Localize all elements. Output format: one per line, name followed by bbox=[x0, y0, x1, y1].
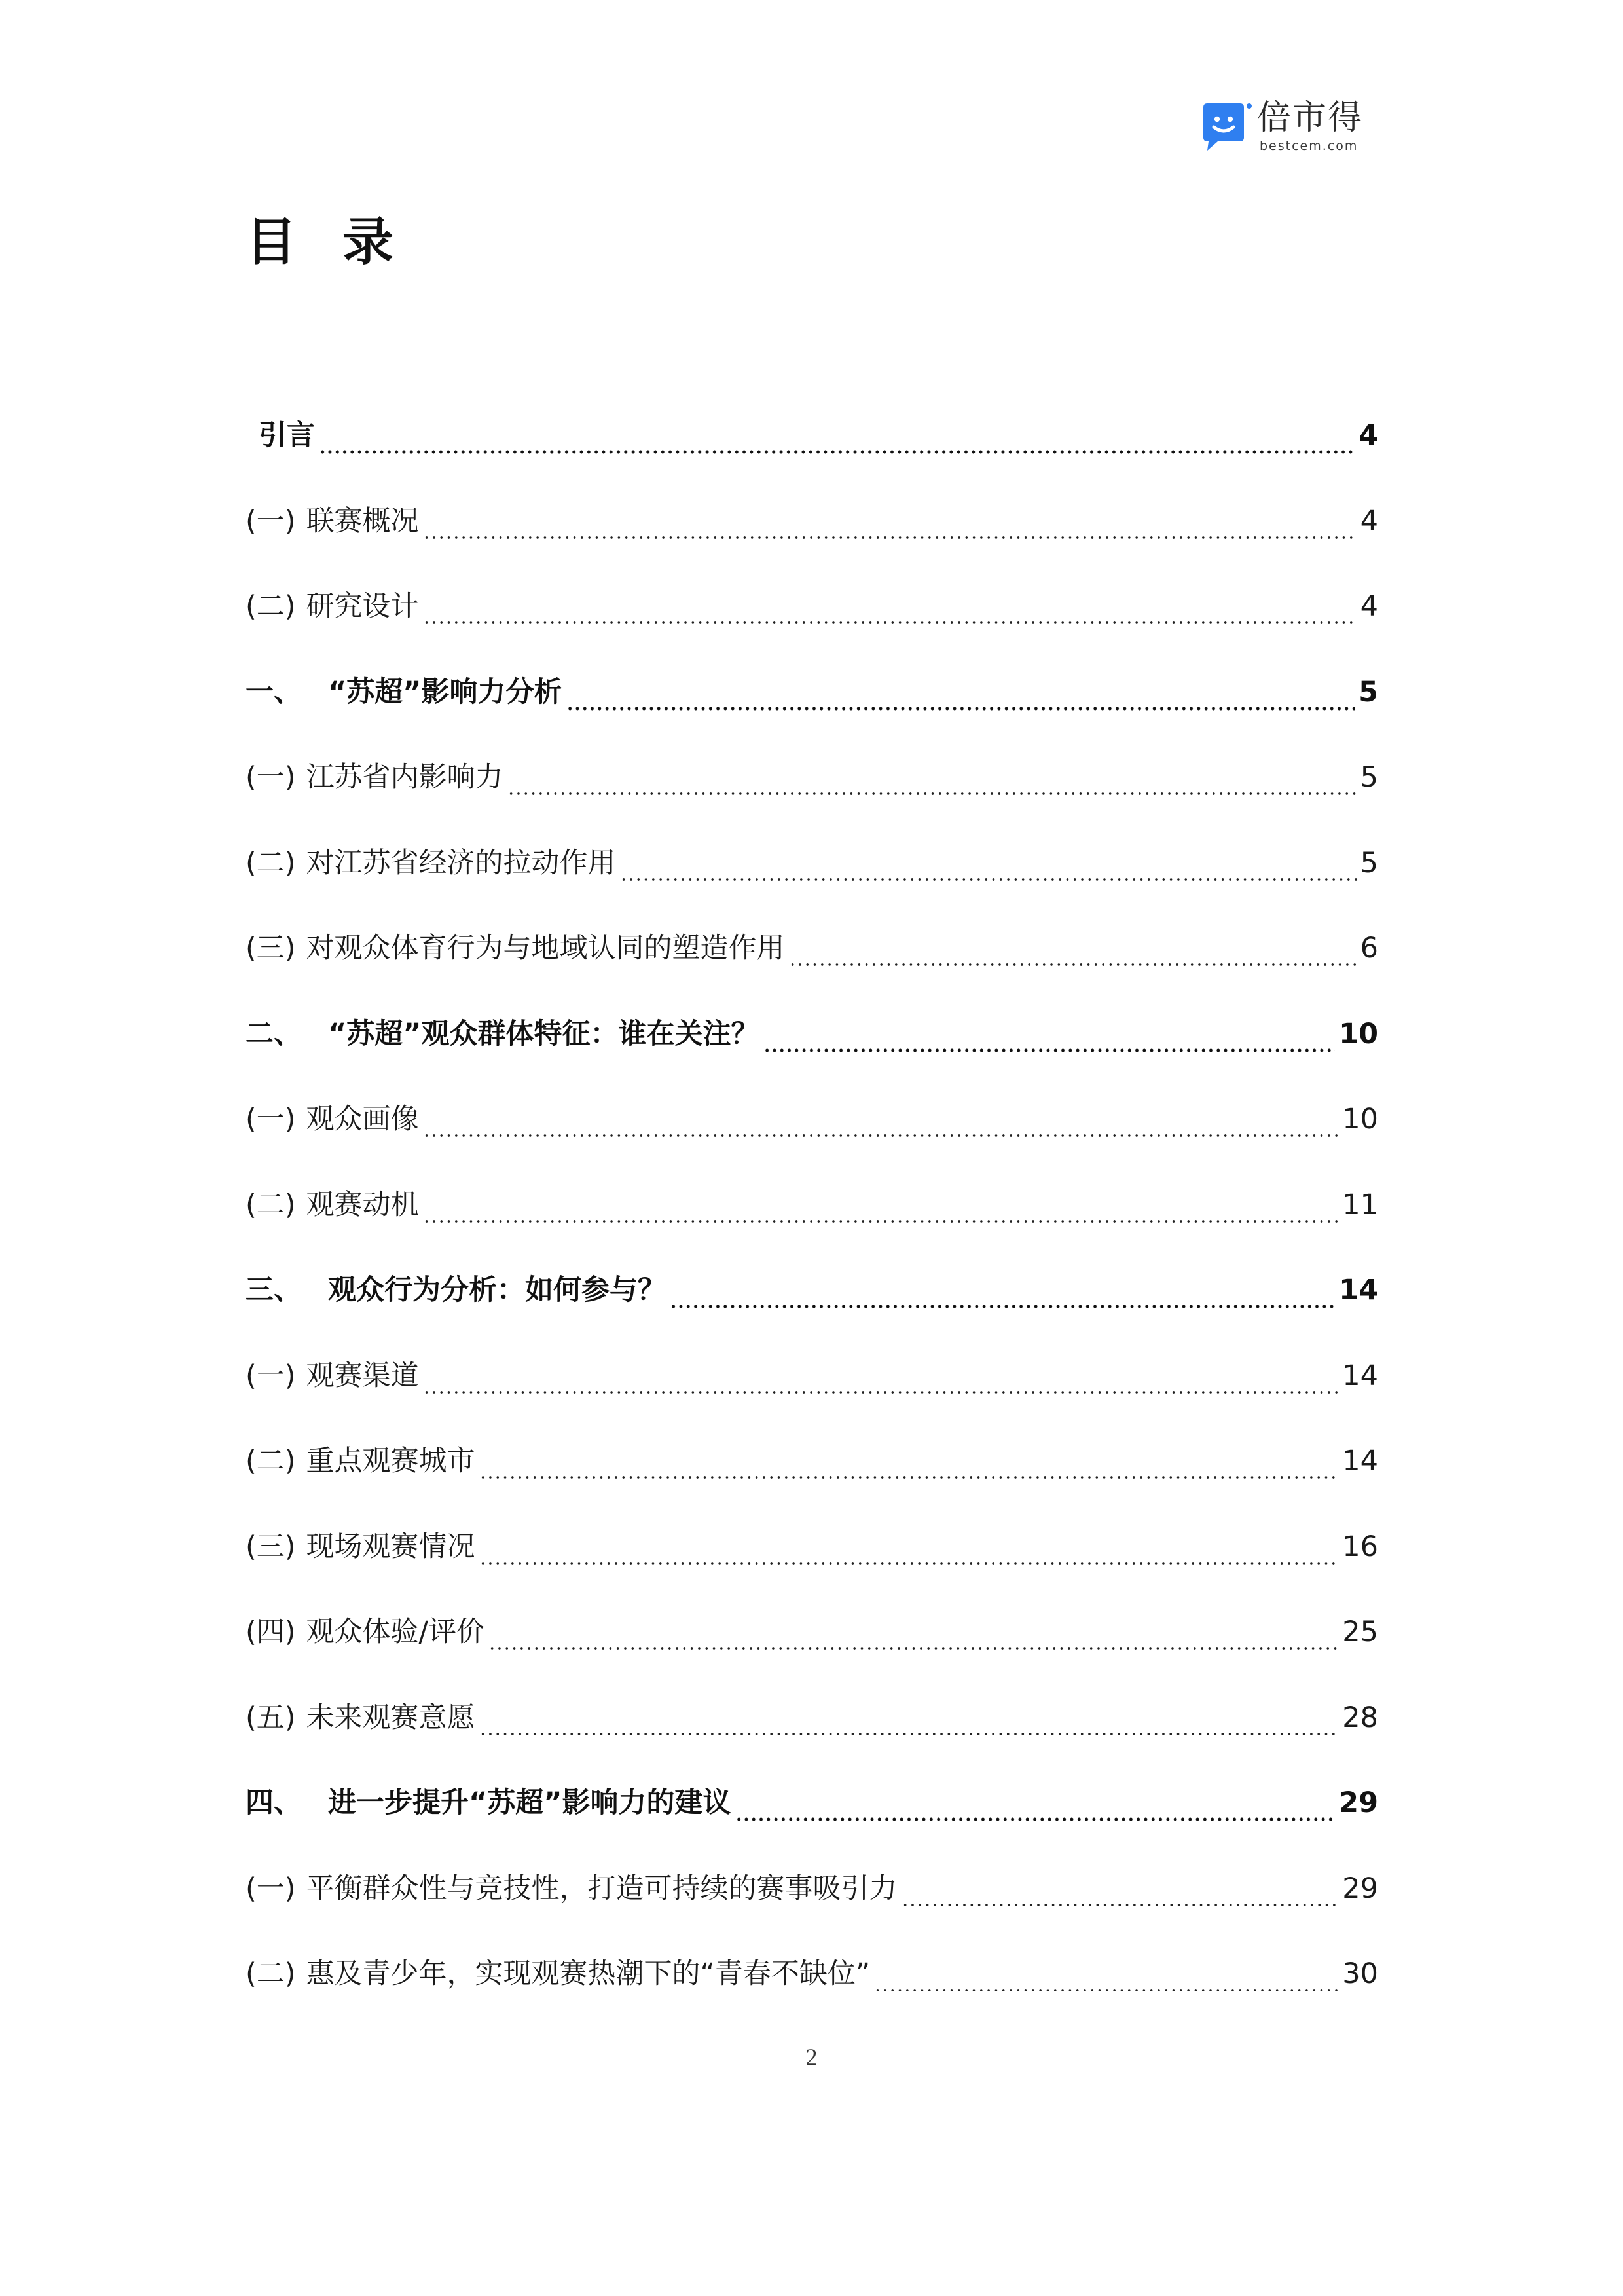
toc-entry-page: 30 bbox=[1342, 1957, 1378, 1990]
toc-entry[interactable] bbox=[246, 408, 1378, 454]
toc-entry-page: 29 bbox=[1342, 1872, 1378, 1905]
dot-leader bbox=[423, 1189, 1339, 1223]
page-title: 目录 bbox=[246, 213, 440, 272]
toc-entry-title: 江苏省内影响力 bbox=[306, 761, 503, 794]
toc-entry-number: (二) bbox=[246, 1957, 296, 1990]
toc-entry-page: 5 bbox=[1360, 761, 1378, 794]
toc-entry-title: 研究设计 bbox=[306, 590, 419, 623]
toc-entry-page: 28 bbox=[1342, 1701, 1378, 1734]
toc-entry-title: “苏超”观众群体特征：谁在关注？ bbox=[328, 1018, 759, 1050]
toc-entry-title: 联赛概况 bbox=[306, 505, 419, 538]
toc-entry-page: 14 bbox=[1342, 1360, 1378, 1392]
toc-entry[interactable] bbox=[246, 921, 1378, 967]
dot-leader bbox=[479, 1531, 1339, 1565]
toc-entry[interactable] bbox=[246, 494, 1378, 540]
dot-leader bbox=[735, 1787, 1336, 1821]
brand-logo bbox=[1199, 98, 1376, 157]
toc-entry-title: 观众行为分析：如何参与？ bbox=[328, 1274, 666, 1306]
toc-entry-number: (一) bbox=[246, 1360, 296, 1392]
toc-entry[interactable] bbox=[246, 1519, 1378, 1565]
toc-entry-title: 重点观赛城市 bbox=[306, 1445, 475, 1477]
toc-entry-number: 二、 bbox=[246, 1018, 302, 1050]
dot-leader bbox=[874, 1958, 1338, 1992]
toc-entry-page: 4 bbox=[1360, 590, 1378, 623]
toc-entry-number: (一) bbox=[246, 1103, 296, 1136]
toc-entry-page: 4 bbox=[1360, 505, 1378, 538]
toc-entry-title: 观众画像 bbox=[306, 1103, 419, 1136]
toc-entry-number: (一) bbox=[246, 505, 296, 538]
dot-leader bbox=[566, 676, 1355, 711]
dot-leader bbox=[488, 1616, 1338, 1650]
toc-entry-page: 25 bbox=[1342, 1616, 1378, 1648]
toc-entry-number: (二) bbox=[246, 1189, 296, 1221]
toc-entry-number: 三、 bbox=[246, 1274, 302, 1306]
toc-entry-number: (一) bbox=[246, 761, 296, 794]
toc-entry-number: (二) bbox=[246, 1445, 296, 1477]
toc-entry-page: 14 bbox=[1342, 1445, 1378, 1477]
toc-entry-title: 对观众体育行为与地域认同的塑造作用 bbox=[306, 932, 785, 965]
toc-entry[interactable] bbox=[246, 750, 1378, 796]
toc-entry-title: 对江苏省经济的拉动作用 bbox=[306, 847, 616, 880]
toc-entry-number: (二) bbox=[246, 590, 296, 623]
toc-entry[interactable] bbox=[246, 1861, 1378, 1907]
toc-entry-title: 未来观赛意愿 bbox=[306, 1701, 475, 1734]
toc-entry-number: 四、 bbox=[246, 1787, 302, 1819]
toc-entry-number: (四) bbox=[246, 1616, 296, 1648]
dot-leader bbox=[423, 1103, 1339, 1138]
toc-entry-page: 5 bbox=[1360, 847, 1378, 880]
toc-entry[interactable] bbox=[246, 1177, 1378, 1223]
toc-entry-number: (三) bbox=[246, 1530, 296, 1563]
dot-leader bbox=[620, 847, 1357, 881]
toc-entry-title: 进一步提升“苏超”影响力的建议 bbox=[328, 1787, 731, 1819]
toc-entry-title: 惠及青少年，实现观赛热潮下的“青春不缺位” bbox=[306, 1957, 871, 1990]
logo-name: 倍市得 bbox=[1257, 98, 1364, 138]
toc-entry-number: (五) bbox=[246, 1701, 296, 1734]
toc-entry[interactable] bbox=[246, 665, 1378, 711]
toc-entry[interactable] bbox=[246, 1690, 1378, 1736]
toc-entry-page: 6 bbox=[1360, 932, 1378, 965]
toc-entry-title: 现场观赛情况 bbox=[306, 1530, 475, 1563]
toc-entry[interactable] bbox=[246, 836, 1378, 881]
toc-entry-title: 观赛动机 bbox=[306, 1189, 419, 1221]
dot-leader bbox=[479, 1702, 1339, 1736]
logo-domain: bestcem.com bbox=[1260, 139, 1359, 153]
dot-leader bbox=[423, 591, 1357, 625]
dot-leader bbox=[789, 933, 1357, 967]
toc-entry[interactable] bbox=[246, 1946, 1378, 1992]
toc-entry-title: 平衡群众性与竞技性，打造可持续的赛事吸引力 bbox=[306, 1872, 898, 1905]
toc-entry-number: (二) bbox=[246, 847, 296, 880]
toc-entry-title: 观赛渠道 bbox=[306, 1360, 419, 1392]
toc-entry-page: 10 bbox=[1339, 1018, 1378, 1050]
page-number: 2 bbox=[805, 2044, 818, 2070]
toc-entry-title: 观众体验/评价 bbox=[306, 1616, 485, 1648]
toc-entry-number: (一) bbox=[246, 1872, 296, 1905]
toc-entry-page: 29 bbox=[1339, 1787, 1378, 1819]
toc-entry[interactable] bbox=[246, 1007, 1378, 1052]
toc-entry-page: 14 bbox=[1339, 1274, 1378, 1306]
chat-bubble-smile-icon bbox=[1199, 102, 1252, 153]
dot-leader bbox=[479, 1445, 1339, 1479]
toc-entry-page: 4 bbox=[1359, 419, 1378, 452]
toc-entry-page: 5 bbox=[1359, 676, 1378, 709]
dot-leader bbox=[902, 1873, 1339, 1907]
toc-entry-number: 一、 bbox=[246, 676, 302, 709]
toc-entry-number: (三) bbox=[246, 932, 296, 965]
dot-leader bbox=[423, 1360, 1339, 1394]
toc-entry-page: 16 bbox=[1342, 1530, 1378, 1563]
toc-entry[interactable] bbox=[246, 1775, 1378, 1821]
toc-entry-page: 11 bbox=[1342, 1189, 1378, 1221]
dot-leader bbox=[763, 1018, 1336, 1052]
dot-leader bbox=[507, 762, 1357, 796]
toc-entry-title: “苏超”影响力分析 bbox=[328, 676, 562, 709]
toc-entry[interactable] bbox=[246, 1092, 1378, 1138]
toc-entry[interactable] bbox=[246, 579, 1378, 625]
toc-entry[interactable] bbox=[246, 1263, 1378, 1308]
toc-entry[interactable] bbox=[246, 1348, 1378, 1394]
dot-leader bbox=[423, 506, 1357, 540]
dot-leader bbox=[670, 1274, 1335, 1308]
toc-entry[interactable] bbox=[246, 1434, 1378, 1479]
dot-leader bbox=[319, 420, 1355, 454]
toc-entry-title: 引言 bbox=[259, 419, 315, 452]
toc-entry[interactable] bbox=[246, 1604, 1378, 1650]
toc-entry-page: 10 bbox=[1342, 1103, 1378, 1136]
